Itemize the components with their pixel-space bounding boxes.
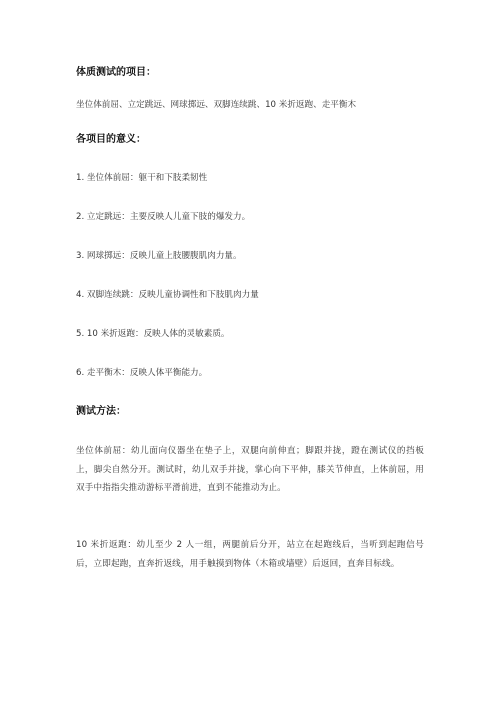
list-item: 4. 双脚连续跳：反映儿童协调性和下肢肌肉力量: [76, 290, 259, 300]
method-paragraph-sit-and-reach: 坐位体前屈：幼儿面向仪器坐在垫子上，双腿向前伸直；脚跟并拢，蹬在测试仪的挡板上，脚尖自然分开。测试时，幼儿双手并拢，掌心向下平伸，膝关节伸直，上体前屈，用双手中指指尖推动游标平滑前进，直到不能推动为止。: [76, 446, 424, 493]
list-item: 3. 网球掷远：反映儿童上肢腰腹肌肉力量。: [76, 251, 242, 261]
section-heading-significance: 各项目的意义：: [76, 134, 146, 145]
list-item: 6. 走平衡木：反映人体平衡能力。: [76, 368, 208, 378]
section-heading-test-items: 体质测试的项目：: [76, 67, 156, 78]
method-paragraph-shuttle-run: 10 米折返跑：幼儿至少 2 人一组，两腿前后分开，站立在起跑线后，当听到起跑信号后，立即起跑，直奔折返线，用手触摸到物体（木箱或墙壁）后返回，直奔目标线。: [76, 540, 424, 569]
list-item: 1. 坐位体前屈：躯干和下肢柔韧性: [76, 173, 208, 183]
section-heading-test-methods: 测试方法：: [76, 406, 126, 417]
list-item: 5. 10 米折返跑：反映人体的灵敏素质。: [76, 329, 230, 339]
test-items-list: 坐位体前屈、立定跳远、网球掷远、双脚连续跳、10 米折返跑、走平衡木: [76, 100, 357, 110]
list-item: 2. 立定跳远：主要反映人儿童下肢的爆发力。: [76, 212, 251, 222]
